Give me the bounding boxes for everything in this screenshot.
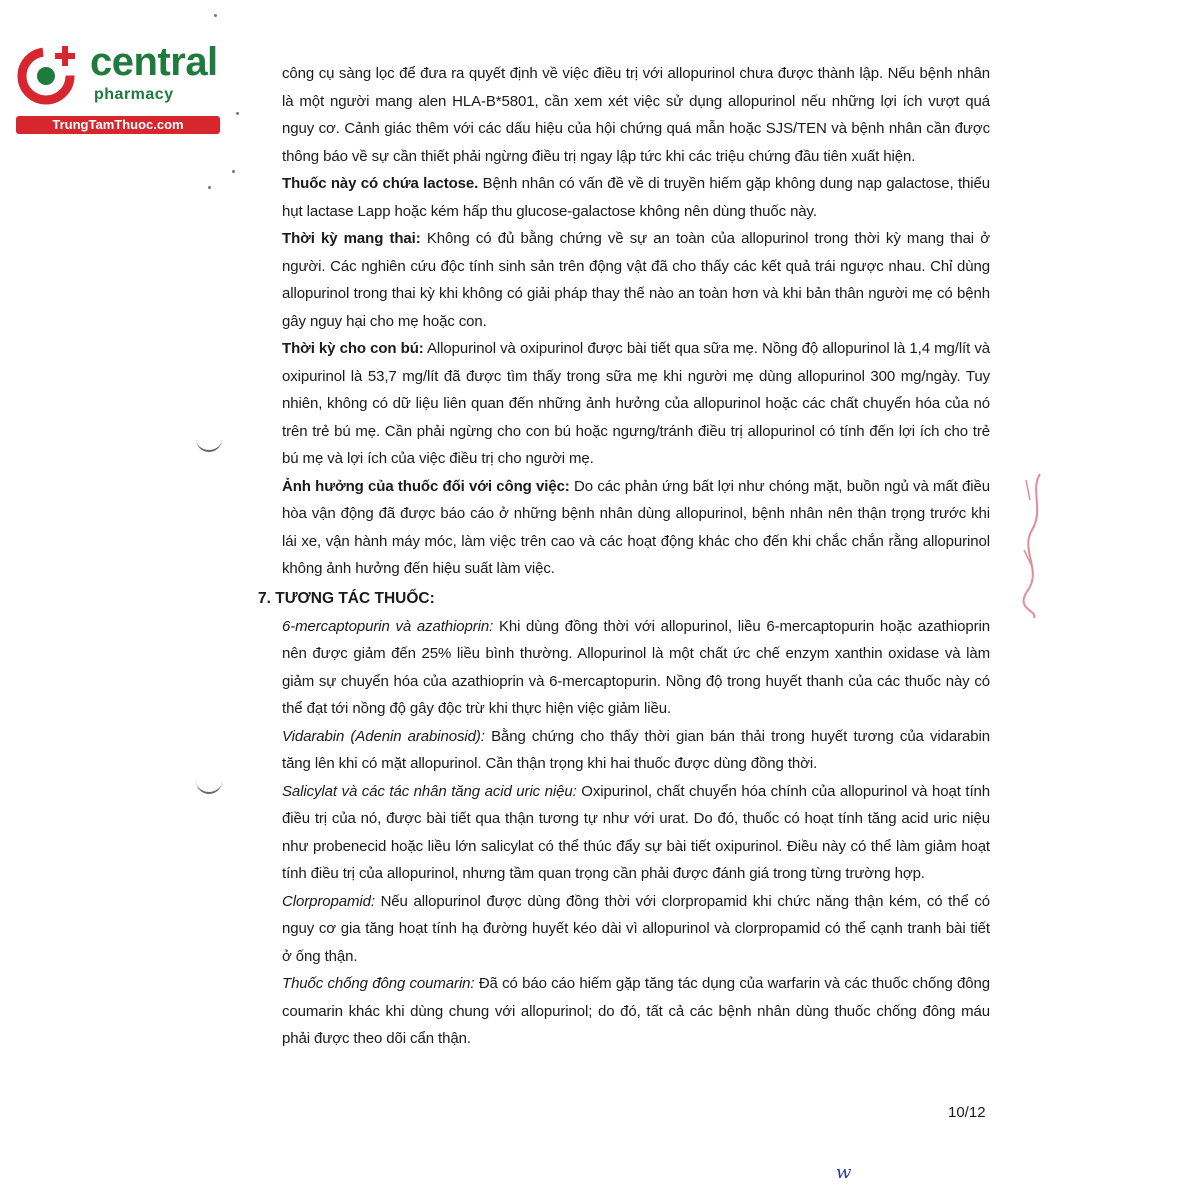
paragraph-pregnancy xyxy=(282,225,990,335)
paragraph-screening: công cụ sàng lọc để đưa ra quyết định về việc điều trị với allopurinol chưa được thành lập. Nếu bệnh nhân là một người mang alen HLA-B*5801, cần xem xét việc sử dụng allopurinol nếu những lợi ích vượt quá nguy cơ. Cảnh giác thêm với các dấu hiệu của hội chứng quá mẫn hoặc SJS/TEN và bệnh nhân cần được thông báo về sự cần thiết phải ngừng điều trị ngay lập tức khi các triệu chứng đầu tiên xuất hiện. xyxy=(282,65,990,165)
paragraph-driving xyxy=(282,473,990,583)
page-number: 10/12 xyxy=(948,1104,986,1121)
breastfeeding-heading: Thời kỳ cho con bú: xyxy=(282,340,424,357)
lactose-text: Bệnh nhân có vấn đề về di truyền hiếm gặp không dung nạp galactose, thiếu hụt lactase Lapp hoặc kém hấp thu glucose-galactose không nên dùng thuốc này. xyxy=(282,175,990,220)
paragraph-lactose xyxy=(282,170,990,225)
breastfeeding-text: Allopurinol và oxipurinol được bài tiết qua sữa mẹ. Nồng độ allopurinol là 1,4 mg/lít và oxipurinol là 53,7 mg/lít đã được tìm thấy trong sữa mẹ khi người mẹ dùng allopurinol 300 mg/ngày. Tuy nhiên, không có dữ liệu liên quan đến những ảnh hưởng của allopurinol hoặc các chất chuyển hóa của nó trên trẻ bú mẹ. Cần phải ngừng cho con bú hoặc ngưng/tránh điều trị allopurinol có tính đến lợi ích cho trẻ bú mẹ và lợi ích của việc điều trị cho người mẹ. xyxy=(282,340,990,467)
coumarin-text: Đã có báo cáo hiếm gặp tăng tác dụng của warfarin và các thuốc chống đông coumarin khác khi dùng chung với allopurinol; do đó, tất cả các bệnh nhân dùng thuốc chống đông máu phải được theo dõi cẩn thận. xyxy=(282,975,990,1047)
clorpropamid-text: Nếu allopurinol được dùng đồng thời với clorpropamid khi chức năng thận kém, có thể có nguy cơ gia tăng hoạt tính hạ đường huyết kéo dài vì allopurinol và clorpropamid có thể cạnh tranh bài tiết ở ống thận. xyxy=(282,892,990,965)
lactose-heading: Thuốc này có chứa lactose. xyxy=(282,175,479,192)
interaction-clorpropamid xyxy=(282,888,990,971)
document-body xyxy=(258,60,990,1053)
vidarabin-text: Bằng chứng cho thấy thời gian bán thải trong huyết tương của vidarabin tăng lên khi có mặt allopurinol. Cần thận trọng khi hai thuốc được dùng đồng thời. xyxy=(282,727,990,772)
pharmacy-cross-logo-icon xyxy=(14,38,86,110)
scan-speck xyxy=(208,186,211,189)
punch-hole-mark xyxy=(196,436,222,452)
paragraph-breastfeeding xyxy=(282,335,990,473)
clorpropamid-heading: Clorpropamid: xyxy=(282,892,375,910)
interaction-vidarabin xyxy=(282,723,990,778)
brand-subtitle: pharmacy xyxy=(94,86,174,103)
handwritten-initial: w xyxy=(836,1162,852,1183)
interaction-mercaptopurin xyxy=(282,613,990,723)
mercaptopurin-text: Khi dùng đồng thời với allopurinol, liều 6-mercaptopurin hoặc azathioprin nên được giảm đến 25% liều bình thường. Allopurinol là một chất ức chế enzym xanthin oxidase và làm giảm sự chuyển hóa của azathioprin và 6-mercaptopurin. Nồng độ trong huyết thanh của các thuốc này có thể đạt tới nồng độ gây độc trừ khi thực hiện việc giảm liều. xyxy=(282,617,990,717)
salicylat-text: Oxipurinol, chất chuyển hóa chính của allopurinol và hoạt tính điều trị của nó, được bài tiết qua thận tương tự như với urat. Do đó, thuốc có hoạt tính tăng acid uric niệu như probenecid hoặc liều lớn salicylat có thể thúc đẩy sự bài tiết oxipurinol. Điều này có thể làm giảm hoạt tính điều trị của allopurinol, nhưng tầm quan trọng cần phải được đánh giá trong từng trường hợp. xyxy=(282,782,990,882)
mercaptopurin-heading: 6-mercaptopurin và azathioprin: xyxy=(282,617,494,635)
brand-name: central xyxy=(90,40,218,84)
scan-speck xyxy=(232,170,235,173)
driving-text: Do các phản ứng bất lợi như chóng mặt, buồn ngủ và mất điều hòa vận động đã được báo cáo ở những bệnh nhân dùng allopurinol, bệnh nhân nên thận trọng trước khi lái xe, vận hành máy móc, làm việc trên cao và các hoạt động khác cho đến khi chắc chắn rằng allopurinol không ảnh hưởng đến hiệu suất làm việc. xyxy=(282,477,991,577)
brand-url: TrungTamThuoc.com xyxy=(16,116,220,134)
central-pharmacy-logo xyxy=(8,38,223,138)
interaction-coumarin xyxy=(282,970,990,1053)
red-stamp-edge xyxy=(1018,470,1048,620)
pregnancy-heading: Thời kỳ mang thai: xyxy=(282,230,421,247)
salicylat-heading: Salicylat và các tác nhân tăng acid uric niệu: xyxy=(282,782,577,800)
coumarin-heading: Thuốc chống đông coumarin: xyxy=(282,975,475,992)
section-drug-interactions-heading: 7. TƯƠNG TÁC THUỐC: xyxy=(258,589,435,607)
driving-heading: Ảnh hưởng của thuốc đối với công việc: xyxy=(282,477,570,495)
scan-speck xyxy=(236,112,239,115)
punch-hole-mark xyxy=(196,778,222,794)
pregnancy-text: Không có đủ bằng chứng về sự an toàn của allopurinol trong thời kỳ mang thai ở người. Các nghiên cứu độc tính sinh sản trên động vật đã cho thấy các kết quả trái ngược nhau. Chỉ dùng allopurinol trong thai kỳ khi không có giải pháp thay thế nào an toàn hơn và khi bản thân người mẹ có bệnh gây nguy hại cho mẹ hoặc con. xyxy=(282,230,990,330)
vidarabin-heading: Vidarabin (Adenin arabinosid): xyxy=(282,727,485,745)
scan-speck xyxy=(214,14,217,17)
interaction-salicylat xyxy=(282,778,990,888)
